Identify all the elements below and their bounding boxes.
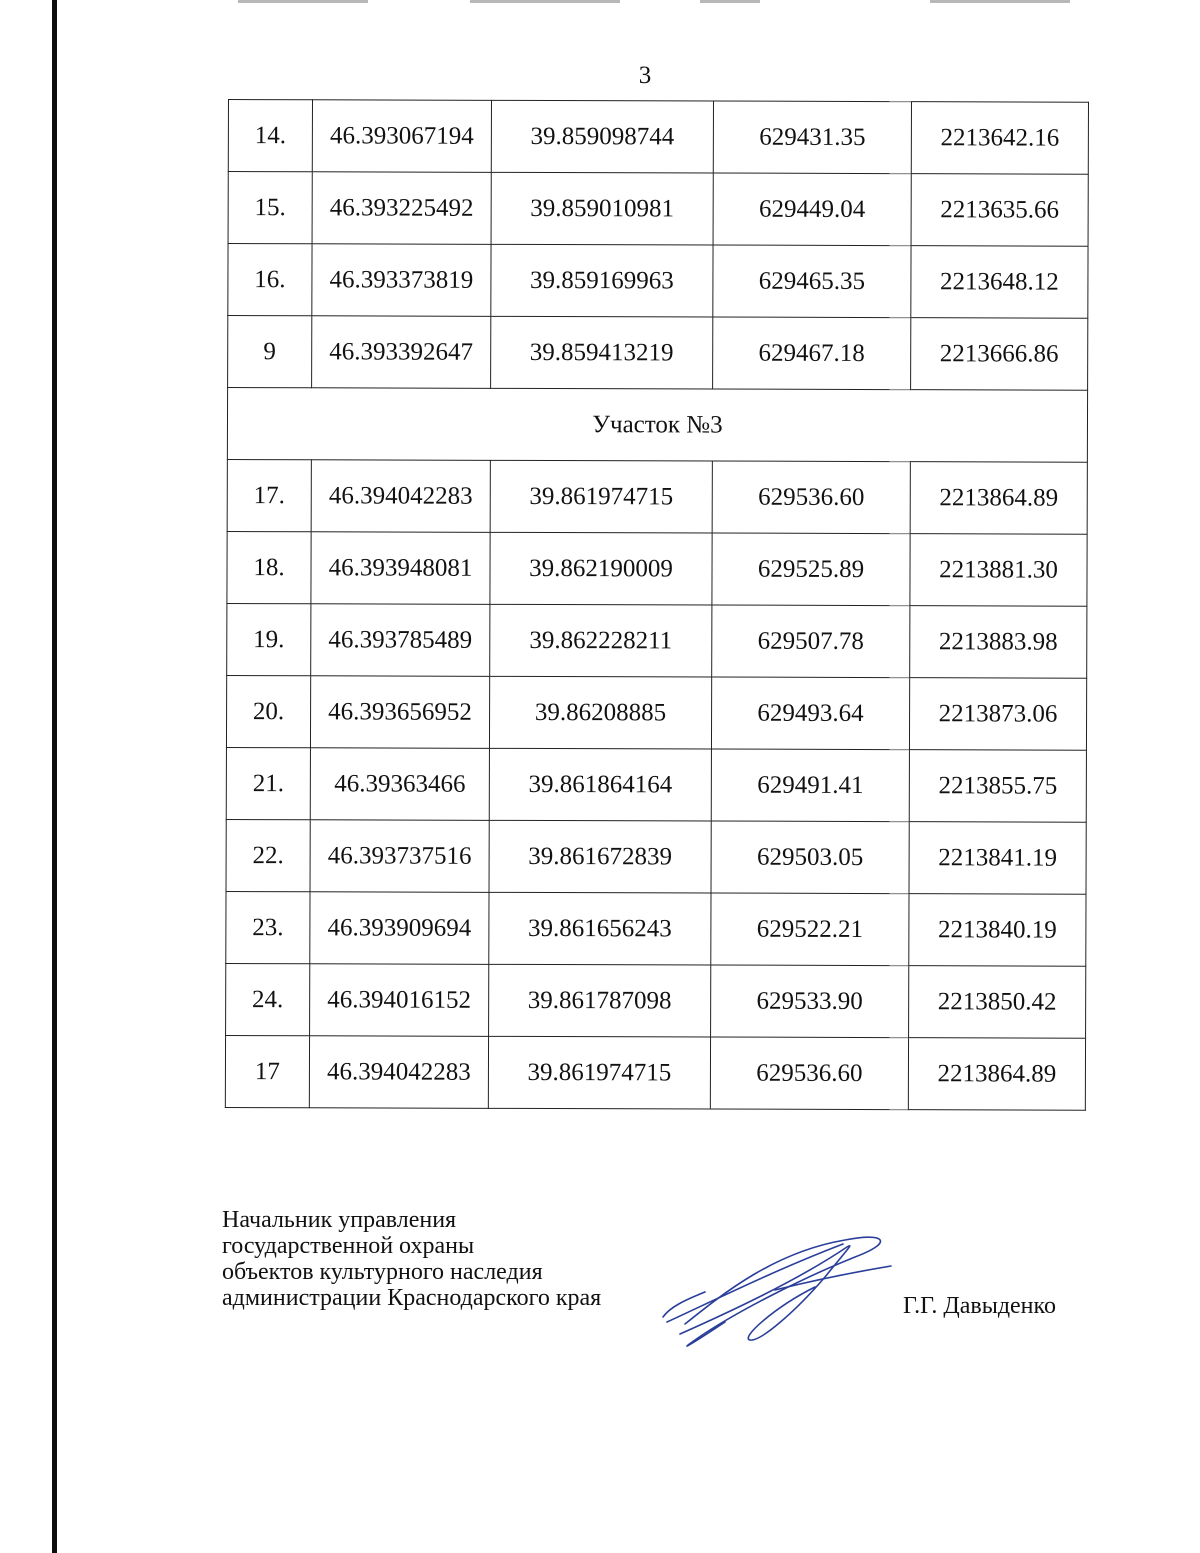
longitude-cell: 39.861787098 [489,964,711,1037]
scan-left-edge [52,0,57,1553]
y-coordinate-cell: 2213864.89 [910,462,1087,535]
longitude-cell: 39.861974715 [488,1036,710,1109]
latitude-cell: 46.394042283 [311,460,490,533]
y-coordinate-cell: 2213850.42 [909,966,1086,1039]
x-coordinate-cell: 629522.21 [711,893,909,966]
latitude-cell: 46.393067194 [312,100,491,173]
table-row [226,891,1086,966]
longitude-cell: 39.859413219 [491,316,713,389]
latitude-cell: 46.39363466 [310,748,489,821]
signer-position-line: объектов культурного наследия [222,1259,543,1285]
signer-position-line: Начальник управления [222,1207,457,1233]
x-coordinate-cell: 629449.04 [713,173,911,246]
x-coordinate-cell: 629493.64 [711,677,909,750]
longitude-cell: 39.861656243 [489,892,711,965]
point-number-cell: 14. [228,100,312,172]
table-row [227,603,1087,678]
x-coordinate-cell: 629525.89 [712,533,910,606]
y-coordinate-cell: 2213883.98 [910,606,1087,679]
longitude-cell: 39.861672839 [489,820,711,893]
coordinates-table-body [225,100,1088,1111]
section-header-row [227,388,1087,463]
longitude-cell: 39.859010981 [491,172,713,245]
table-row [226,747,1086,822]
longitude-cell: 39.862190009 [490,532,712,605]
table-row [226,819,1086,894]
signer-position-line: государственной охраны [222,1233,475,1259]
point-number-cell: 24. [226,963,310,1035]
y-coordinate-cell: 2213864.89 [908,1038,1085,1111]
point-number-cell: 21. [226,747,310,819]
point-number-cell: 9 [228,316,312,388]
x-coordinate-cell: 629503.05 [711,821,909,894]
longitude-cell: 39.859169963 [491,244,713,317]
latitude-cell: 46.393737516 [310,820,489,893]
y-coordinate-cell: 2213642.16 [911,102,1088,175]
x-coordinate-cell: 629465.35 [713,245,911,318]
longitude-cell: 39.859098744 [491,100,713,173]
latitude-cell: 46.393909694 [310,892,489,965]
table-row [228,100,1088,175]
latitude-cell: 46.393392647 [312,316,491,389]
y-coordinate-cell: 2213840.19 [909,894,1086,967]
table-row [228,316,1088,391]
table-row [226,675,1086,750]
latitude-cell: 46.394016152 [310,964,489,1037]
latitude-cell: 46.393373819 [312,244,491,317]
table-row [228,172,1088,247]
signer-name: Г.Г. Давыденко [903,1293,1056,1319]
y-coordinate-cell: 2213666.86 [911,318,1088,391]
y-coordinate-cell: 2213648.12 [911,246,1088,319]
longitude-cell: 39.86208885 [489,676,711,749]
x-coordinate-cell: 629536.60 [712,461,910,534]
x-coordinate-cell: 629536.60 [710,1037,908,1110]
latitude-cell: 46.394042283 [309,1036,488,1109]
latitude-cell: 46.393948081 [311,532,490,605]
table-row [227,531,1087,606]
latitude-cell: 46.393785489 [311,604,490,677]
point-number-cell: 18. [227,531,311,603]
point-number-cell: 17. [227,459,311,531]
x-coordinate-cell: 629491.41 [711,749,909,822]
x-coordinate-cell: 629533.90 [711,965,909,1038]
table-row [226,963,1086,1038]
point-number-cell: 15. [228,172,312,244]
signer-position [222,1207,601,1311]
table-row [227,459,1087,534]
scan-top-marks [0,0,1200,6]
longitude-cell: 39.861864164 [489,748,711,821]
signer-position-line: администрации Краснодарского края [222,1285,602,1311]
latitude-cell: 46.393656952 [310,676,489,749]
y-coordinate-cell: 2213881.30 [910,534,1087,607]
point-number-cell: 19. [227,603,311,675]
point-number-cell: 22. [226,819,310,891]
y-coordinate-cell: 2213635.66 [911,174,1088,247]
point-number-cell: 17 [225,1035,309,1107]
longitude-cell: 39.861974715 [490,460,712,533]
table-row [228,244,1088,319]
section-label: Участок №3 [227,388,1087,463]
point-number-cell: 23. [226,891,310,963]
y-coordinate-cell: 2213841.19 [909,822,1086,895]
x-coordinate-cell: 629467.18 [713,317,911,390]
latitude-cell: 46.393225492 [312,172,491,245]
point-number-cell: 16. [228,244,312,316]
longitude-cell: 39.862228211 [490,604,712,677]
page-number: 3 [638,62,652,89]
coordinates-table [225,99,1089,1111]
x-coordinate-cell: 629507.78 [712,605,910,678]
x-coordinate-cell: 629431.35 [713,101,911,174]
handwritten-signature [655,1222,905,1352]
table-row [225,1035,1085,1110]
y-coordinate-cell: 2213855.75 [909,750,1086,823]
point-number-cell: 20. [226,675,310,747]
y-coordinate-cell: 2213873.06 [909,678,1086,751]
